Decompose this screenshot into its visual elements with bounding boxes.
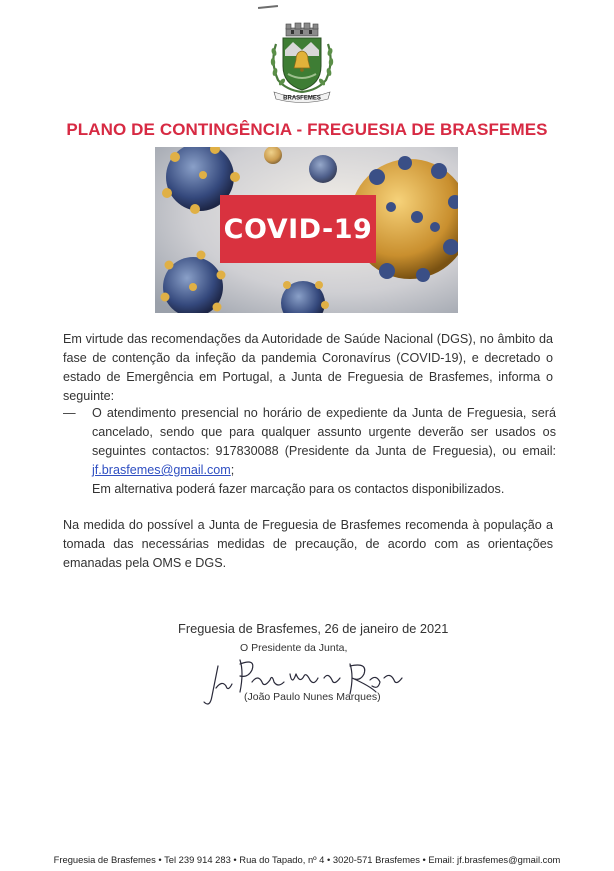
recommendation-paragraph: Na medida do possível a Junta de Freguesia de Brasfemes recomenda à população a tomada das necessárias medidas de precaução, de acordo com as orientações emanadas pela OMS e DGS.: [63, 518, 553, 570]
signature-role: O Presidente da Junta,: [240, 642, 348, 654]
covid-label-box: [220, 195, 376, 263]
scan-mark: [258, 5, 278, 9]
email-link[interactable]: jf.brasfemes@gmail.com: [92, 463, 231, 477]
signature-date-line: Freguesia de Brasfemes, 26 de janeiro de 2021: [178, 621, 449, 636]
footer-contact-line: Freguesia de Brasfemes • Tel 239 914 283 • Rua do Tapado, nº 4 • 3020-571 Brasfemes • Email: jf.brasfemes@gmail.com: [53, 854, 561, 865]
notice-text-end: ;: [230, 463, 235, 477]
coat-of-arms-logo: [266, 22, 338, 104]
intro-paragraph: Em virtude das recomendações da Autoridade de Saúde Nacional (DGS), no âmbito da fase de contenção da infeção da pandemia Coronavírus (COVID-19), e decretado o estado de Emergência em Portugal, a Junta de Freguesia de Brasfemes, informa o seguinte:: [63, 332, 553, 403]
covid-banner-image: [155, 147, 458, 313]
page-title: PLANO DE CONTINGÊNCIA - FREGUESIA DE BRASFEMES: [66, 120, 548, 139]
covid-label: COVID-19: [223, 213, 373, 245]
crest-ribbon-text: BRASFEMES: [283, 95, 321, 102]
notice-text: [92, 404, 556, 499]
signatory-name: (João Paulo Nunes Marques): [244, 691, 381, 703]
dash-bullet: —: [63, 406, 76, 420]
notice-alternative-text: Em alternativa poderá fazer marcação para os contactos disponibilizados.: [92, 482, 505, 496]
notice-text-main: O atendimento presencial no horário de expediente da Junta de Freguesia, será cancelado, sendo que para qualquer assunto urgente deverão ser usados os seguintes contactos: 917830088 (Presidente da Junta de Freguesia), ou email:: [92, 406, 556, 458]
